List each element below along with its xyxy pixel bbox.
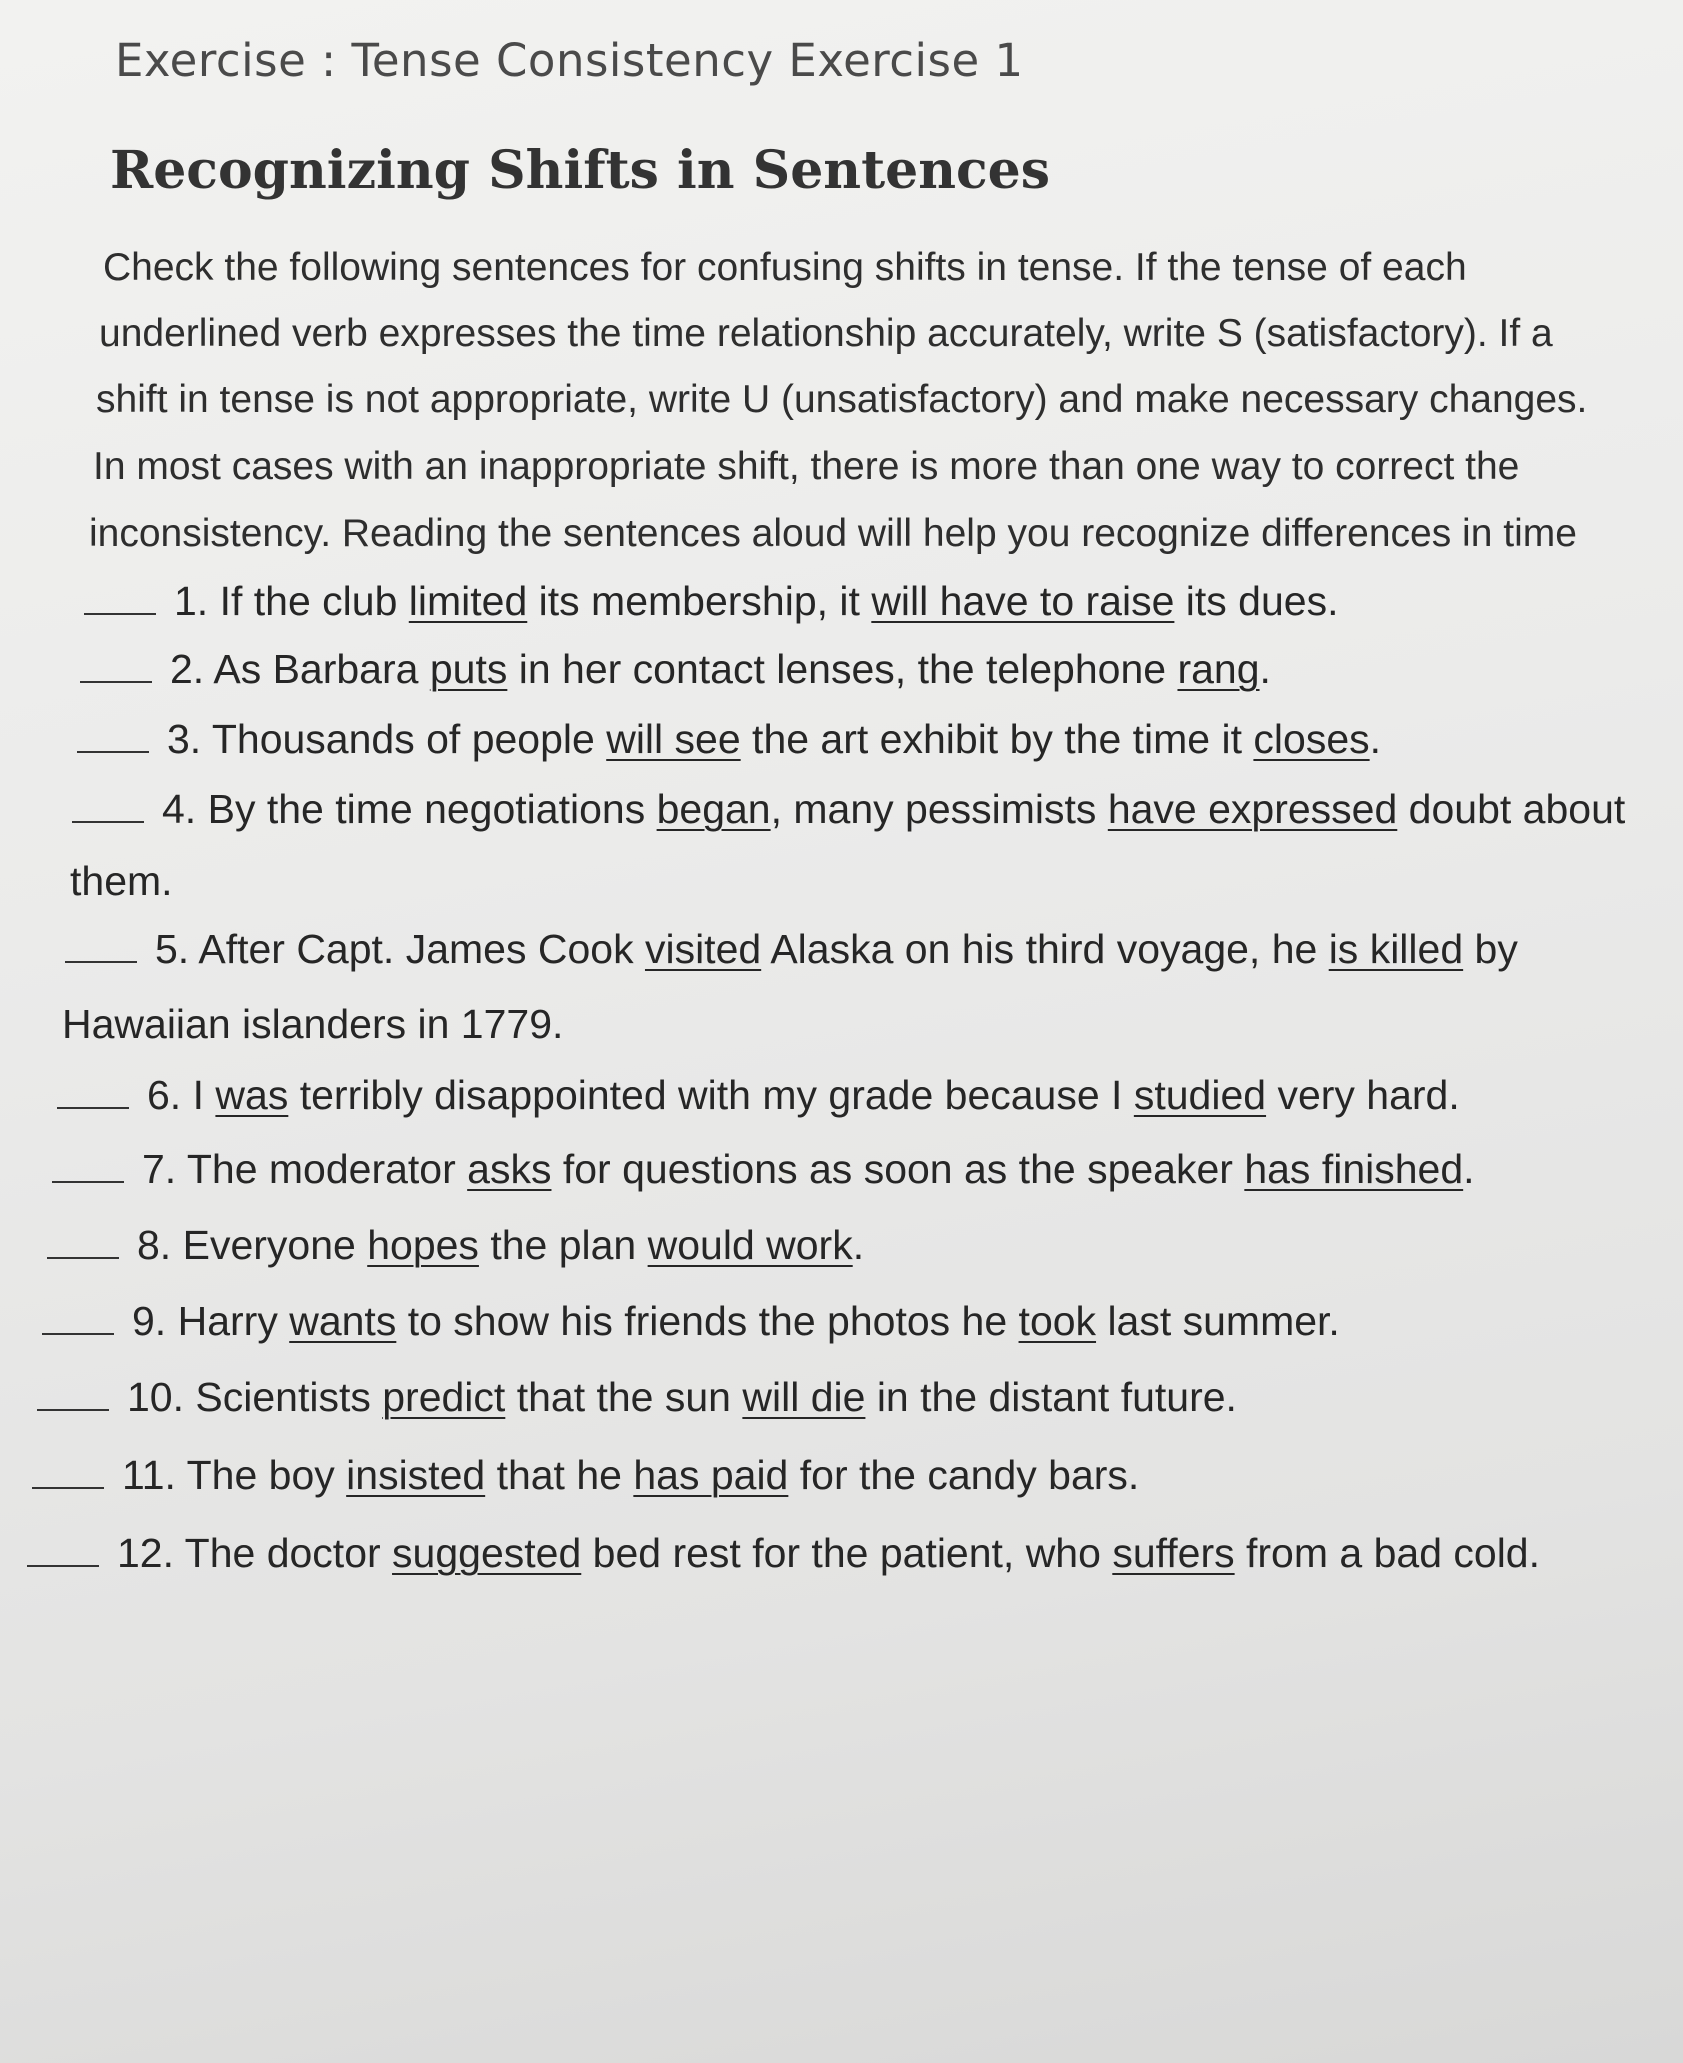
answer-blank[interactable]: [84, 583, 156, 615]
exercise-item: 8. Everyone hopes the plan would work.: [47, 1222, 864, 1269]
item-number: 8.: [137, 1222, 172, 1268]
underlined-verb: have expressed: [1107, 786, 1398, 832]
instruction-line: underlined verb expresses the time relationship accurately, write S (satisfactory). If a: [99, 312, 1553, 355]
item-number: 5.: [155, 926, 190, 972]
underlined-verb: limited: [408, 578, 528, 624]
instruction-line: inconsistency. Reading the sentences aloud will help you recognize differences in time: [89, 512, 1577, 555]
underlined-verb: is killed: [1328, 926, 1464, 972]
instruction-line: shift in tense is not appropriate, write U (unsatisfactory) and make necessary changes.: [96, 378, 1588, 421]
exercise-item: 2. As Barbara puts in her contact lenses, the telephone rang.: [80, 646, 1271, 693]
item-number: 12.: [117, 1530, 174, 1576]
underlined-verb: will see: [606, 716, 741, 762]
instruction-line: In most cases with an inappropriate shift, there is more than one way to correct the: [93, 445, 1520, 488]
exercise-item: 9. Harry wants to show his friends the photos he took last summer.: [42, 1298, 1340, 1345]
underlined-verb: wants: [289, 1298, 397, 1344]
underlined-verb: would work: [647, 1222, 853, 1268]
exercise-item: 12. The doctor suggested bed rest for the patient, who suffers from a bad cold.: [27, 1530, 1540, 1577]
item-number: 3.: [167, 716, 202, 762]
item-number: 10.: [127, 1374, 184, 1420]
answer-blank[interactable]: [37, 1379, 109, 1411]
underlined-verb: puts: [429, 646, 508, 692]
item-continuation: them.: [70, 858, 173, 904]
item-number: 2.: [170, 646, 205, 692]
underlined-verb: will have to raise: [871, 578, 1175, 624]
item-number: 11.: [122, 1452, 176, 1498]
underlined-verb: visited: [644, 926, 762, 972]
exercise-item: 10. Scientists predict that the sun will die in the distant future.: [37, 1374, 1237, 1421]
underlined-verb: has finished: [1244, 1146, 1464, 1192]
underlined-verb: was: [215, 1072, 289, 1118]
underlined-verb: closes: [1253, 716, 1370, 762]
underlined-verb: asks: [467, 1146, 552, 1192]
answer-blank[interactable]: [72, 791, 144, 823]
underlined-verb: insisted: [346, 1452, 486, 1498]
underlined-verb: hopes: [367, 1222, 479, 1268]
answer-blank[interactable]: [52, 1151, 124, 1183]
item-continuation: Hawaiian islanders in 1779.: [62, 1001, 564, 1047]
underlined-verb: will die: [742, 1374, 866, 1420]
item-number: 9.: [132, 1298, 167, 1344]
worksheet-heading: Recognizing Shifts in Sentences: [110, 140, 1051, 201]
underlined-verb: suffers: [1112, 1530, 1235, 1576]
item-number: 4.: [162, 786, 197, 832]
exercise-item: 4. By the time negotiations began, many pessimists have expressed doubt about: [72, 786, 1625, 833]
answer-blank[interactable]: [65, 931, 137, 963]
exercise-item: 7. The moderator asks for questions as soon as the speaker has finished.: [52, 1146, 1475, 1193]
answer-blank[interactable]: [42, 1303, 114, 1335]
underlined-verb: took: [1018, 1298, 1097, 1344]
answer-blank[interactable]: [27, 1535, 99, 1567]
exercise-header: Exercise : Tense Consistency Exercise 1: [115, 34, 1024, 87]
underlined-verb: rang: [1177, 646, 1260, 692]
exercise-item: 3. Thousands of people will see the art exhibit by the time it closes.: [77, 716, 1381, 763]
answer-blank[interactable]: [77, 721, 149, 753]
underlined-verb: has paid: [633, 1452, 789, 1498]
item-number: 7.: [142, 1146, 177, 1192]
exercise-item: 6. I was terribly disappointed with my grade because I studied very hard.: [57, 1072, 1460, 1119]
item-number: 1.: [174, 578, 209, 624]
answer-blank[interactable]: [80, 651, 152, 683]
underlined-verb: began: [656, 786, 771, 832]
underlined-verb: predict: [382, 1374, 506, 1420]
exercise-item: 5. After Capt. James Cook visited Alaska on his third voyage, he is killed by: [65, 926, 1518, 973]
instruction-line: Check the following sentences for confusing shifts in tense. If the tense of each: [103, 246, 1467, 289]
answer-blank[interactable]: [32, 1457, 104, 1489]
item-number: 6.: [147, 1072, 182, 1118]
answer-blank[interactable]: [57, 1077, 129, 1109]
underlined-verb: suggested: [392, 1530, 582, 1576]
exercise-item: 11. The boy insisted that he has paid for the candy bars.: [32, 1452, 1139, 1499]
underlined-verb: studied: [1133, 1072, 1267, 1118]
answer-blank[interactable]: [47, 1227, 119, 1259]
exercise-item: 1. If the club limited its membership, it will have to raise its dues.: [84, 578, 1338, 625]
